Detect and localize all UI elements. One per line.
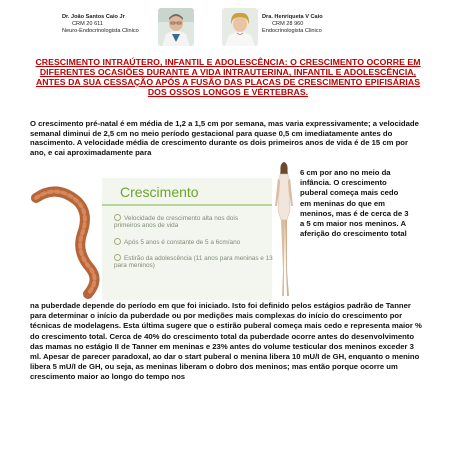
- header: [0, 0, 453, 52]
- bullet-circle-icon: [114, 214, 121, 221]
- doctor-left-name: Dr. João Santos Caio Jr: [62, 14, 125, 20]
- figure-divider: [102, 204, 272, 206]
- bullet-circle-icon: [114, 254, 121, 261]
- doctor-left-photo: [158, 8, 194, 46]
- woman-silhouette-illustration: [274, 160, 294, 300]
- doctor-right-crm: CRM 28 960: [272, 21, 304, 27]
- doctor-left-info: [62, 14, 139, 35]
- doctor-right-name: Dra. Henriqueta V Caio: [262, 14, 323, 20]
- figure-title: Crescimento: [120, 184, 199, 200]
- side-paragraph: 6 cm por ano no meio da infância. O crescimento puberal começa mais cedo em meninas do que em meninos, mas é de cerca de 3 a 5 cm maior nos meninos. A aferição do crescimento total: [300, 168, 409, 239]
- growth-figure: [30, 178, 292, 300]
- growth-wave-illustration: [30, 178, 110, 300]
- paragraph-intro: O crescimento pré-natal é em média de 1,2 a 1,5 cm por semana, mas varia expressivamente; a velocidade semanal diminui de 2,5 cm no meio período gestacional para quase 0,5 cm imediatamente antes do nascimento. A velocidade média de crescimento durante os dois primeiros anos de vida é de 15 cm por ano, e cai aproximadamente para: [30, 119, 419, 157]
- doctor-left-crm: CRM 20 611: [72, 21, 103, 27]
- doctor-right-photo: [222, 8, 258, 46]
- doctor-right-info: [262, 14, 323, 35]
- article-title: CRESCIMENTO INTRAÚTERO, INFANTIL E ADOLESCÊNCIA: O CRESCIMENTO OCORRE EM DIFERENTES OCASIÕES DURANTE A VIDA INTRAUTERINA, INFANTIL E ADOLESCÊNCIA, ANTES DA SUA CESSAÇÃO APÓS A FUSÃO DAS PLACAS DE CRESCIMENTO EPIFISÁRIAS DOS OSSOS LONGOS E VÉRTEBRAS.: [35, 57, 421, 97]
- doctor-right-specialty: Endocrinologista Clinico: [262, 28, 322, 34]
- figure-bullet-text: Estirão da adolescência (11 anos para meninas e 13 para meninos): [114, 255, 273, 270]
- figure-bullet: [114, 238, 274, 246]
- figure-bullet: [114, 214, 264, 230]
- bullet-circle-icon: [114, 238, 121, 245]
- doctor-left-specialty: Neuro-Endocrinologista Clinico: [62, 28, 139, 34]
- figure-bullet-text: Após 5 anos é constante de 5 a 6cm/ano: [124, 239, 241, 246]
- paragraph-puberty: na puberdade depende do período em que foi iniciado. Isto foi definido pelos estágios padrão de Tanner para determinar o início da puberdade ou por medições mais complexas do início do crescimento por técnicas de modelagens. Esta última sugere que o estirão puberal começa mais cedo e representa maior % do crescimento total. Cerca de 40% do crescimento total da puberdade ocorre antes do desenvolvimento das mamas no estágio II de Tanner em meninas e 23% antes do volume testicular dos meninos exceder 3 ml. Apesar de parecer paradoxal, ao dar o start puberal o menina libera 10 mU/I de GH, enquanto o menino libera 5 mU/I de GH, ou seja, as meninas liberam o dobro dos meninos; mas então porque ocorre um crescimento maior ao longo do tempo nos: [30, 301, 422, 382]
- figure-bullet-text: Velocidade de crescimento alta nos dois primeiros anos de vida: [114, 215, 239, 230]
- figure-bullet: [114, 254, 274, 270]
